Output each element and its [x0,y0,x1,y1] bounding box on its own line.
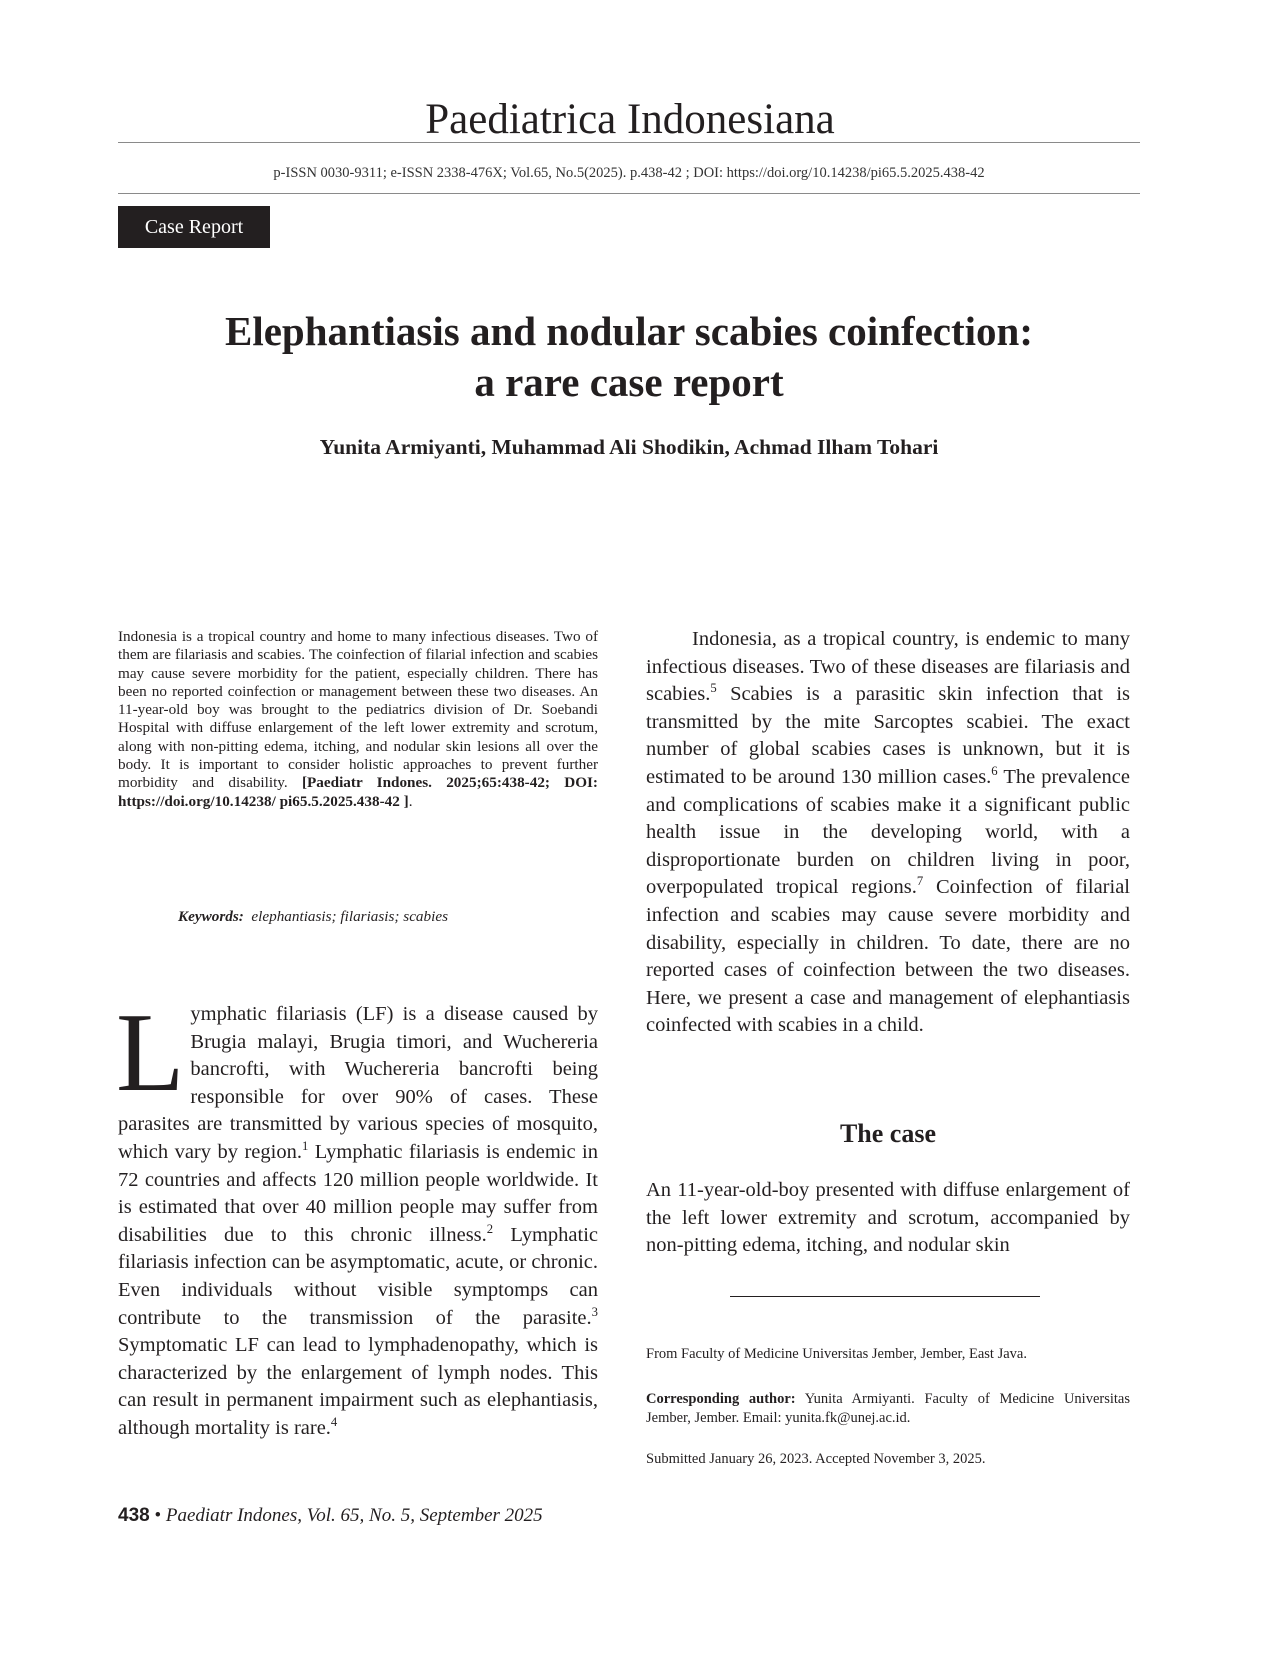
intro-left-text-1: ymphatic filariasis (LF) is a disease caused by Brugia malayi, Brugia timori, and Wuchereria bancrofti, with Wuchereria bancrofti being responsible for over 90% of cases. These parasites are transmitted by various species of mosquito, which vary by region. [118,1003,598,1163]
intro-left-text-4: Symptomatic LF can lead to lymphadenopathy, which is characterized by the enlargement of lymph nodes. This can result in permanent impairment such as elephantiasis, although mortality is rare. [118,1334,598,1439]
section-heading-case: The case [839,1119,937,1148]
reference-7[interactable]: 7 [916,874,924,889]
abstract [118,628,598,811]
corresponding-text: Yunita Armiyanti. Faculty of Medicine Universitas Jember, Jember. Email: yunita.fk@unej.ac.id. [646,1391,1130,1426]
header-top-rule [118,142,1140,143]
reference-3[interactable]: 3 [591,1304,598,1319]
title-line-2: a rare case report [474,359,784,405]
footer-citation: Paediatr Indones, Vol. 65, No. 5, September 2025 [165,1505,543,1526]
intro-left-column [116,991,598,1443]
issn-doi-line: p-ISSN 0030-9311; e-ISSN 2338-476X; Vol.65, No.5(2025). p.438-42 ; DOI: https://doi.org/10.14238/pi65.5.2025.438-42 [273,165,985,181]
title-line-1: Elephantiasis and nodular scabies coinfection: [225,308,1033,354]
reference-5[interactable]: 5 [710,681,717,696]
intro-right-text-1: Indonesia, as a tropical country, is endemic to many infectious diseases. Two of these diseases are filariasis and scabies. [646,628,1130,706]
header-bottom-rule [118,193,1140,194]
author-list: Yunita Armiyanti, Muhammad Ali Shodikin, Achmad Ilham Tohari [319,435,939,459]
intro-right-text-3: The prevalence and complications of scabies make it a significant public health issue in the developing world, with a disproportionate burden on children living in poor, overpopulated tropical regions. [646,765,1130,899]
intro-left-text-2: Lymphatic filariasis is endemic in 72 countries and affects 120 million people worldwide. It is estimated that over 40 million people may suffer from disabilities due to this chronic illness. [118,1140,598,1246]
footnote-submission-dates: Submitted January 26, 2023. Accepted November 3, 2025. [646,1451,986,1467]
footnote-corresponding [646,1390,1130,1428]
intro-left-text-3: Lymphatic filariasis infection can be asymptomatic, acute, or chronic. Even individuals without visible symptomps can contribute to the transmission of the parasite. [118,1223,598,1329]
footnote-divider [730,1296,1040,1297]
reference-6[interactable]: 6 [991,764,998,779]
reference-2[interactable]: 2 [486,1221,494,1236]
case-text: An 11-year-old-boy presented with diffuse enlargement of the left lower extremity and scrotum, accompanied by non-pitting edema, itching, and nodular skin [646,1179,1130,1257]
keywords-label: Keywords: [178,908,244,925]
reference-1[interactable]: 1 [301,1139,309,1154]
corresponding-label: Corresponding author: [646,1391,796,1407]
intro-right-text-4: Coinfection of filarial infection and scabies may cause severe morbidity and disability, especially in children. To date, there are no reported cases of coinfection between the two diseases. Here, we present a case and management of elephantiasis coinfected with scabies in a child. [646,876,1130,1037]
keywords-values: elephantiasis; filariasis; scabies [251,908,448,925]
page-number: 438 [118,1505,150,1526]
footer-bullet: • [149,1505,166,1526]
abstract-citation: [Paediatr Indones. 2025;65:438-42; DOI: https://doi.org/10.14238/ pi65.5.2025.438-42 ] [118,774,598,810]
footnote-affiliation: From Faculty of Medicine Universitas Jember, Jember, East Java. [646,1346,1027,1362]
drop-cap: L [116,991,185,1115]
intro-right-paragraph [646,626,1130,1040]
intro-right-column [646,626,1130,1040]
section-tag: Case Report [118,206,270,248]
abstract-text: Indonesia is a tropical country and home to many infectious diseases. Two of them are filariasis and scabies. The coinfection of filarial infection and scabies may cause severe morbidity for the patient, especially children. There has been no reported coinfection or management between these two diseases. An 11-year-old boy was brought to the pediatrics division of Dr. Soebandi Hospital with diffuse enlargement of the left lower extremity and scrotum, along with non-pitting edema, itching, and nodular skin lesions all over the body. It is important to consider holistic approaches to prevent further morbidity and disability. [118,628,598,792]
reference-4[interactable]: 4 [330,1415,338,1430]
intro-right-text-2: Scabies is a parasitic skin infection that is transmitted by the mite Sarcoptes scabiei. The exact number of global scabies cases is unknown, but it is estimated to be around 130 million cases. [646,683,1130,788]
abstract-citation-end: . [408,792,413,810]
journal-title: Paediatrica Indonesiana [425,96,835,143]
keywords [178,907,448,927]
page-footer [118,1503,543,1529]
article-title [118,306,1140,408]
